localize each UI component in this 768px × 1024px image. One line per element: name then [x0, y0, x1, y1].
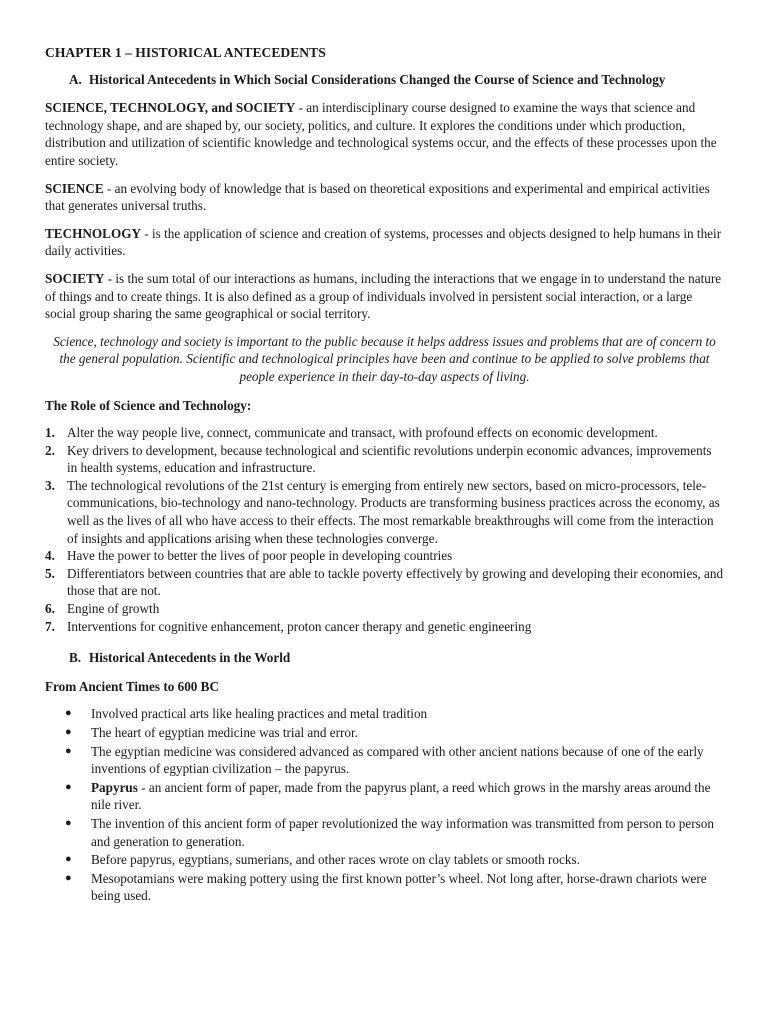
- role-list: [45, 424, 724, 635]
- list-item-text: Involved practical arts like healing practices and metal tradition: [91, 706, 428, 722]
- definition-technology: [45, 225, 724, 260]
- list-number: 6.: [45, 601, 55, 617]
- list-item: [45, 743, 724, 778]
- section-b-heading: [45, 649, 724, 667]
- definition-sts: [45, 99, 724, 169]
- chapter-title: CHAPTER 1 – HISTORICAL ANTECEDENTS: [45, 45, 326, 60]
- list-item-text: The egyptian medicine was considered advanced as compared with other ancient nations because of one of the early inventions of egyptian civilization – the papyrus.: [91, 743, 704, 777]
- list-item-text: The heart of egyptian medicine was trial and error.: [91, 725, 358, 740]
- importance-quote: Science, technology and society is important to the public because it helps address issues and problems that are of concern to the general population. Scientific and technological principles have been and continue to be applied to solve problems that people experience in their day-to-day aspects of living.: [53, 333, 716, 384]
- bullet-icon: ●: [65, 744, 72, 757]
- definition-text: - an evolving body of knowledge that is based on theoretical expositions and experimental and empirical activities that generates universal truths.: [45, 180, 710, 214]
- list-number: 2.: [45, 442, 55, 458]
- bullet-icon: ●: [65, 707, 72, 720]
- list-number: 3.: [45, 477, 55, 493]
- section-a-letter: A.: [69, 71, 82, 87]
- list-number: 5.: [45, 565, 55, 581]
- list-item-text: Have the power to better the lives of poor people in developing countries: [67, 548, 453, 564]
- list-item: [45, 565, 724, 600]
- section-b-title: Historical Antecedents in the World: [89, 650, 291, 666]
- definition-text: - is the application of science and creation of systems, processes and objects designed to help humans in their daily activities.: [45, 225, 722, 259]
- list-number: 4.: [45, 548, 55, 564]
- list-item: [45, 442, 724, 477]
- list-item: [45, 424, 724, 442]
- list-item: [45, 618, 724, 636]
- bullet-icon: ●: [65, 780, 72, 793]
- list-item-text: Papyrus - an ancient form of paper, made from the papyrus plant, a reed which grows in the marshy areas around the nile river.: [91, 779, 711, 813]
- definition-term: SCIENCE: [45, 180, 104, 196]
- definition-term: SCIENCE, TECHNOLOGY, and SOCIETY: [45, 100, 296, 116]
- definition-term: SOCIETY: [45, 270, 105, 286]
- bullet-icon: ●: [65, 726, 72, 738]
- bullet-icon: ●: [65, 816, 72, 829]
- ancient-times-list: [45, 705, 724, 905]
- list-item: [45, 547, 724, 565]
- bullet-icon: ●: [65, 871, 72, 884]
- list-item-text: The technological revolutions of the 21st century is emerging from entirely new sectors, based on micro-processors, tele-communications, bio-technology and nano-technology. Products are transforming business practices across the economy, as well as the lives of all who have access to their effects. The most remarkable breakthroughs will come from the interaction of insights and applications arising when these technologies converge.: [67, 477, 720, 546]
- section-a-heading: [45, 71, 724, 89]
- list-item-text: The invention of this ancient form of paper revolutionized the way information was transmitted from person to person and generation to generation.: [91, 815, 714, 849]
- list-item-text: Interventions for cognitive enhancement, proton cancer therapy and genetic engineering: [67, 618, 532, 634]
- list-item-text: Alter the way people live, connect, communicate and transact, with profound effects on economic development.: [67, 425, 658, 441]
- list-number: 7.: [45, 618, 55, 634]
- definition-term: TECHNOLOGY: [45, 225, 141, 241]
- list-item-text: Differentiators between countries that are able to tackle poverty effectively by growing and developing their economies, and those that are not.: [67, 565, 724, 599]
- list-item-text: Key drivers to development, because technological and scientific revolutions underpin economic advances, improvements in health systems, education and infrastructure.: [67, 442, 712, 476]
- definition-text: - is the sum total of our interactions as humans, including the interactions that we engage in to understand the nature of things and to create things. It is also defined as a group of individuals involved in persistent social interaction, or a large social group sharing the same geographical or social territory.: [45, 270, 722, 322]
- definition-society: [45, 270, 724, 323]
- ancient-times-heading: From Ancient Times to 600 BC: [45, 678, 219, 694]
- definition-science: [45, 180, 724, 215]
- list-item: [45, 851, 724, 869]
- list-item-text: Mesopotamians were making pottery using the first known potter’s wheel. Not long after, horse-drawn chariots were being used.: [91, 870, 707, 904]
- bullet-icon: ●: [65, 853, 72, 866]
- section-a-title: Historical Antecedents in Which Social Considerations Changed the Course of Science and Technology: [89, 71, 666, 87]
- list-item-text: Engine of growth: [67, 601, 160, 617]
- papyrus-term: Papyrus: [91, 779, 138, 795]
- list-item: [45, 477, 724, 547]
- list-item-text: Before papyrus, egyptians, sumerians, and other races wrote on clay tablets or smooth rocks.: [91, 852, 580, 868]
- definition-text: - an interdisciplinary course designed to examine the ways that science and technology shape, and are shaped by, our society, politics, and culture. It explores the conditions under which production, distribution and utilization of scientific knowledge and technological systems occur, and the effects of these processes upon the entire society.: [45, 100, 717, 168]
- list-item: [45, 870, 724, 905]
- list-number: 1.: [45, 425, 55, 441]
- section-b-letter: B.: [69, 650, 82, 666]
- role-heading: The Role of Science and Technology:: [45, 397, 252, 413]
- list-item: [45, 705, 724, 723]
- list-item: [45, 779, 724, 814]
- list-item: [45, 600, 724, 618]
- list-item: [45, 815, 724, 850]
- list-item: [45, 724, 724, 742]
